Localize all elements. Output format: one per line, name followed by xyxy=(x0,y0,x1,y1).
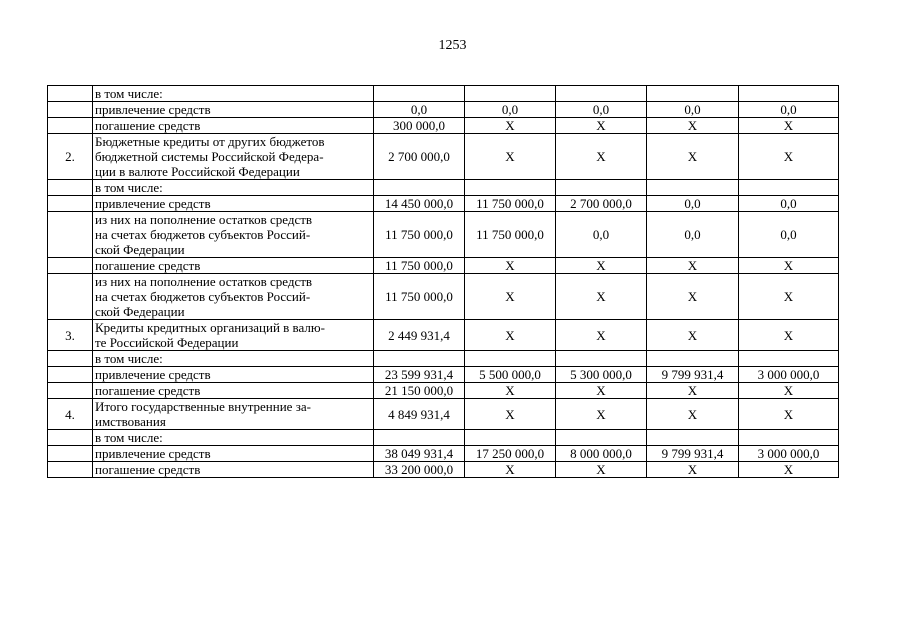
value-cell xyxy=(465,180,556,196)
value-cell xyxy=(647,430,739,446)
description-line: на счетах бюджетов субъектов Россий- xyxy=(95,227,311,242)
description-line: ской Федерации xyxy=(95,242,185,257)
value-cell: 0,0 xyxy=(374,102,465,118)
description-line: ской Федерации xyxy=(95,304,185,319)
row-description xyxy=(93,86,374,102)
description-line: погашение средств xyxy=(95,118,201,133)
value-cell: X xyxy=(739,258,839,274)
value-cell: 3 000 000,0 xyxy=(739,367,839,383)
description-line: погашение средств xyxy=(95,258,201,273)
borrowing-table xyxy=(47,85,839,478)
value-cell: 4 849 931,4 xyxy=(374,399,465,430)
value-cell: X xyxy=(739,274,839,320)
value-cell: 5 500 000,0 xyxy=(465,367,556,383)
table-row xyxy=(48,446,839,462)
description-line: в том числе: xyxy=(95,180,163,195)
row-description xyxy=(93,320,374,351)
table-row xyxy=(48,86,839,102)
value-cell: X xyxy=(465,134,556,180)
value-cell: X xyxy=(647,383,739,399)
value-cell: 3 000 000,0 xyxy=(739,446,839,462)
row-number xyxy=(48,196,93,212)
value-cell: X xyxy=(556,383,647,399)
value-cell: X xyxy=(465,258,556,274)
row-description xyxy=(93,134,374,180)
value-cell: X xyxy=(647,118,739,134)
row-number xyxy=(48,212,93,258)
table-row xyxy=(48,274,839,320)
row-number xyxy=(48,118,93,134)
description-line: имствования xyxy=(95,414,166,429)
value-cell: X xyxy=(647,462,739,478)
value-cell xyxy=(465,351,556,367)
description-line: привлечение средств xyxy=(95,446,211,461)
value-cell: 8 000 000,0 xyxy=(556,446,647,462)
row-number xyxy=(48,258,93,274)
description-line: в том числе: xyxy=(95,86,163,101)
table-row xyxy=(48,430,839,446)
value-cell: 17 250 000,0 xyxy=(465,446,556,462)
value-cell xyxy=(647,86,739,102)
value-cell xyxy=(374,180,465,196)
row-number xyxy=(48,102,93,118)
value-cell: X xyxy=(465,399,556,430)
row-number xyxy=(48,86,93,102)
value-cell: X xyxy=(739,383,839,399)
description-line: Бюджетные кредиты от других бюджетов xyxy=(95,134,325,149)
row-number xyxy=(48,274,93,320)
value-cell: 21 150 000,0 xyxy=(374,383,465,399)
value-cell: X xyxy=(739,134,839,180)
row-description xyxy=(93,180,374,196)
value-cell: 33 200 000,0 xyxy=(374,462,465,478)
table-row xyxy=(48,383,839,399)
description-line: ции в валюте Российской Федерации xyxy=(95,164,300,179)
value-cell: 0,0 xyxy=(739,212,839,258)
value-cell xyxy=(374,430,465,446)
value-cell: 0,0 xyxy=(739,196,839,212)
value-cell: 0,0 xyxy=(739,102,839,118)
row-number: 3. xyxy=(48,320,93,351)
table-row xyxy=(48,180,839,196)
row-description xyxy=(93,462,374,478)
value-cell: X xyxy=(556,134,647,180)
row-description xyxy=(93,212,374,258)
value-cell: 9 799 931,4 xyxy=(647,367,739,383)
value-cell: 0,0 xyxy=(465,102,556,118)
value-cell xyxy=(374,351,465,367)
value-cell: 9 799 931,4 xyxy=(647,446,739,462)
row-number xyxy=(48,430,93,446)
value-cell: X xyxy=(739,399,839,430)
value-cell: X xyxy=(556,462,647,478)
value-cell xyxy=(556,180,647,196)
description-line: из них на пополнение остатков средств xyxy=(95,212,313,227)
value-cell: X xyxy=(556,320,647,351)
row-number: 4. xyxy=(48,399,93,430)
row-description xyxy=(93,196,374,212)
table-row xyxy=(48,258,839,274)
value-cell xyxy=(739,430,839,446)
value-cell: 2 700 000,0 xyxy=(556,196,647,212)
description-line: привлечение средств xyxy=(95,196,211,211)
row-description xyxy=(93,367,374,383)
value-cell xyxy=(739,351,839,367)
row-number xyxy=(48,462,93,478)
value-cell: X xyxy=(739,320,839,351)
value-cell: 23 599 931,4 xyxy=(374,367,465,383)
description-line: из них на пополнение остатков средств xyxy=(95,274,313,289)
value-cell: X xyxy=(556,274,647,320)
value-cell: 2 700 000,0 xyxy=(374,134,465,180)
row-description xyxy=(93,274,374,320)
table-row xyxy=(48,367,839,383)
description-line: бюджетной системы Российской Федера- xyxy=(95,149,324,164)
description-line: в том числе: xyxy=(95,351,163,366)
value-cell: 11 750 000,0 xyxy=(374,212,465,258)
table-row xyxy=(48,320,839,351)
value-cell xyxy=(647,351,739,367)
table-row xyxy=(48,462,839,478)
table-row xyxy=(48,102,839,118)
value-cell: X xyxy=(556,258,647,274)
row-description xyxy=(93,351,374,367)
value-cell: X xyxy=(647,134,739,180)
value-cell: 11 750 000,0 xyxy=(374,274,465,320)
row-description xyxy=(93,446,374,462)
row-number: 2. xyxy=(48,134,93,180)
value-cell: 38 049 931,4 xyxy=(374,446,465,462)
value-cell: 11 750 000,0 xyxy=(374,258,465,274)
table-row xyxy=(48,118,839,134)
value-cell: 14 450 000,0 xyxy=(374,196,465,212)
value-cell: X xyxy=(556,399,647,430)
row-number xyxy=(48,446,93,462)
value-cell xyxy=(647,180,739,196)
value-cell xyxy=(739,180,839,196)
value-cell: X xyxy=(739,462,839,478)
value-cell: X xyxy=(556,118,647,134)
value-cell: 0,0 xyxy=(647,196,739,212)
description-line: Кредиты кредитных организаций в валю- xyxy=(95,320,325,335)
value-cell xyxy=(556,430,647,446)
value-cell: X xyxy=(647,320,739,351)
table-row xyxy=(48,196,839,212)
value-cell: 2 449 931,4 xyxy=(374,320,465,351)
description-line: погашение средств xyxy=(95,383,201,398)
table-row xyxy=(48,134,839,180)
row-description xyxy=(93,399,374,430)
description-line: в том числе: xyxy=(95,430,163,445)
description-line: привлечение средств xyxy=(95,367,211,382)
row-description xyxy=(93,118,374,134)
value-cell: 11 750 000,0 xyxy=(465,212,556,258)
table-row xyxy=(48,212,839,258)
row-description xyxy=(93,383,374,399)
value-cell: 5 300 000,0 xyxy=(556,367,647,383)
value-cell: X xyxy=(465,462,556,478)
value-cell: X xyxy=(647,274,739,320)
description-line: погашение средств xyxy=(95,462,201,477)
value-cell xyxy=(556,86,647,102)
row-description xyxy=(93,102,374,118)
value-cell: 0,0 xyxy=(556,212,647,258)
value-cell xyxy=(465,86,556,102)
row-number xyxy=(48,180,93,196)
value-cell: 11 750 000,0 xyxy=(465,196,556,212)
value-cell: X xyxy=(465,118,556,134)
description-line: на счетах бюджетов субъектов Россий- xyxy=(95,289,311,304)
value-cell: 300 000,0 xyxy=(374,118,465,134)
value-cell: X xyxy=(465,383,556,399)
row-number xyxy=(48,367,93,383)
value-cell: X xyxy=(465,320,556,351)
value-cell: 0,0 xyxy=(647,212,739,258)
value-cell: 0,0 xyxy=(556,102,647,118)
description-line: привлечение средств xyxy=(95,102,211,117)
value-cell xyxy=(465,430,556,446)
table-row xyxy=(48,351,839,367)
table-row xyxy=(48,399,839,430)
value-cell: X xyxy=(739,118,839,134)
value-cell: X xyxy=(647,258,739,274)
description-line: те Российской Федерации xyxy=(95,335,239,350)
table-body xyxy=(48,86,839,478)
value-cell: X xyxy=(465,274,556,320)
row-number xyxy=(48,351,93,367)
row-number xyxy=(48,383,93,399)
value-cell xyxy=(374,86,465,102)
value-cell: 0,0 xyxy=(647,102,739,118)
row-description xyxy=(93,430,374,446)
description-line: Итого государственные внутренние за- xyxy=(95,399,311,414)
value-cell: X xyxy=(647,399,739,430)
row-description xyxy=(93,258,374,274)
value-cell xyxy=(556,351,647,367)
value-cell xyxy=(739,86,839,102)
page-number: 1253 xyxy=(438,38,467,53)
